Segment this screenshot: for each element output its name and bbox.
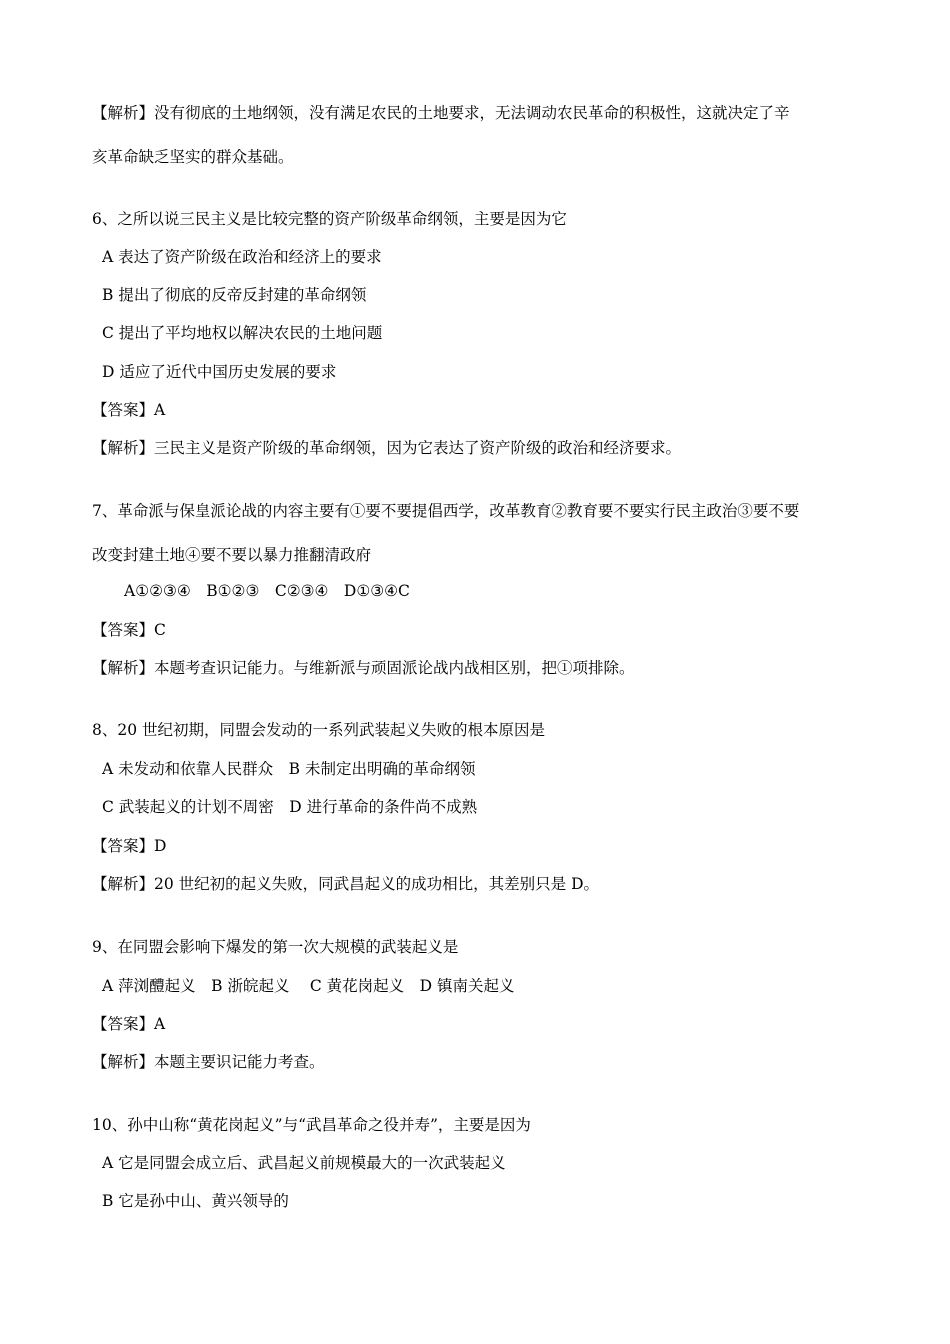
intro-analysis-line-1: 【解析】没有彻底的土地纲领，没有满足农民的土地要求，无法调动农民革命的积极性，这就决定了辛 xyxy=(92,104,790,122)
q10-option-a: A 它是同盟会成立后、武昌起义前规模最大的一次武装起义 xyxy=(102,1154,506,1172)
q7-question-line-2: 改变封建土地④要不要以暴力推翻清政府 xyxy=(92,546,372,564)
q9-analysis: 【解析】本题主要识记能力考查。 xyxy=(92,1053,325,1071)
q7-analysis: 【解析】本题考查识记能力。与维新派与顽固派论战内战相区别，把①项排除。 xyxy=(92,659,635,677)
q9-options: A 萍浏醴起义 B 浙皖起义 C 黄花岗起义 D 镇南关起义 xyxy=(102,977,515,995)
q7-options: A①②③④ B①②③ C②③④ D①③④C xyxy=(124,582,410,600)
q6-question: 6、之所以说三民主义是比较完整的资产阶级革命纲领，主要是因为它 xyxy=(92,210,567,228)
q8-options-line-1: A 未发动和依靠人民群众 B 未制定出明确的革命纲领 xyxy=(102,760,476,778)
intro-analysis-line-2: 亥革命缺乏坚实的群众基础。 xyxy=(92,148,294,166)
q8-options-line-2: C 武装起义的计划不周密 D 进行革命的条件尚不成熟 xyxy=(102,798,478,816)
q6-option-a: A 表达了资产阶级在政治和经济上的要求 xyxy=(102,248,382,266)
q6-option-d: D 适应了近代中国历史发展的要求 xyxy=(102,363,337,381)
q9-question: 9、在同盟会影响下爆发的第一次大规模的武装起义是 xyxy=(92,938,459,956)
q6-answer: 【答案】A xyxy=(92,401,166,419)
q7-answer: 【答案】C xyxy=(92,621,166,639)
q10-question: 10、孙中山称“黄花岗起义”与“武昌革命之役并寿”，主要是因为 xyxy=(92,1116,531,1134)
q8-answer: 【答案】D xyxy=(92,837,167,855)
q6-option-b: B 提出了彻底的反帝反封建的革命纲领 xyxy=(102,286,367,304)
q6-option-c: C 提出了平均地权以解决农民的土地问题 xyxy=(102,324,383,342)
q9-answer: 【答案】A xyxy=(92,1015,166,1033)
q6-analysis: 【解析】三民主义是资产阶级的革命纲领，因为它表达了资产阶级的政治和经济要求。 xyxy=(92,439,682,457)
q7-question-line-1: 7、革命派与保皇派论战的内容主要有①要不要提倡西学，改革教育②教育要不要实行民主政治③要不要 xyxy=(92,502,800,520)
q8-question: 8、20 世纪初期，同盟会发动的一系列武装起义失败的根本原因是 xyxy=(92,721,546,739)
q10-option-b: B 它是孙中山、黄兴领导的 xyxy=(102,1192,289,1210)
q8-analysis: 【解析】20 世纪初的起义失败，同武昌起义的成功相比，其差别只是 D。 xyxy=(92,875,600,893)
